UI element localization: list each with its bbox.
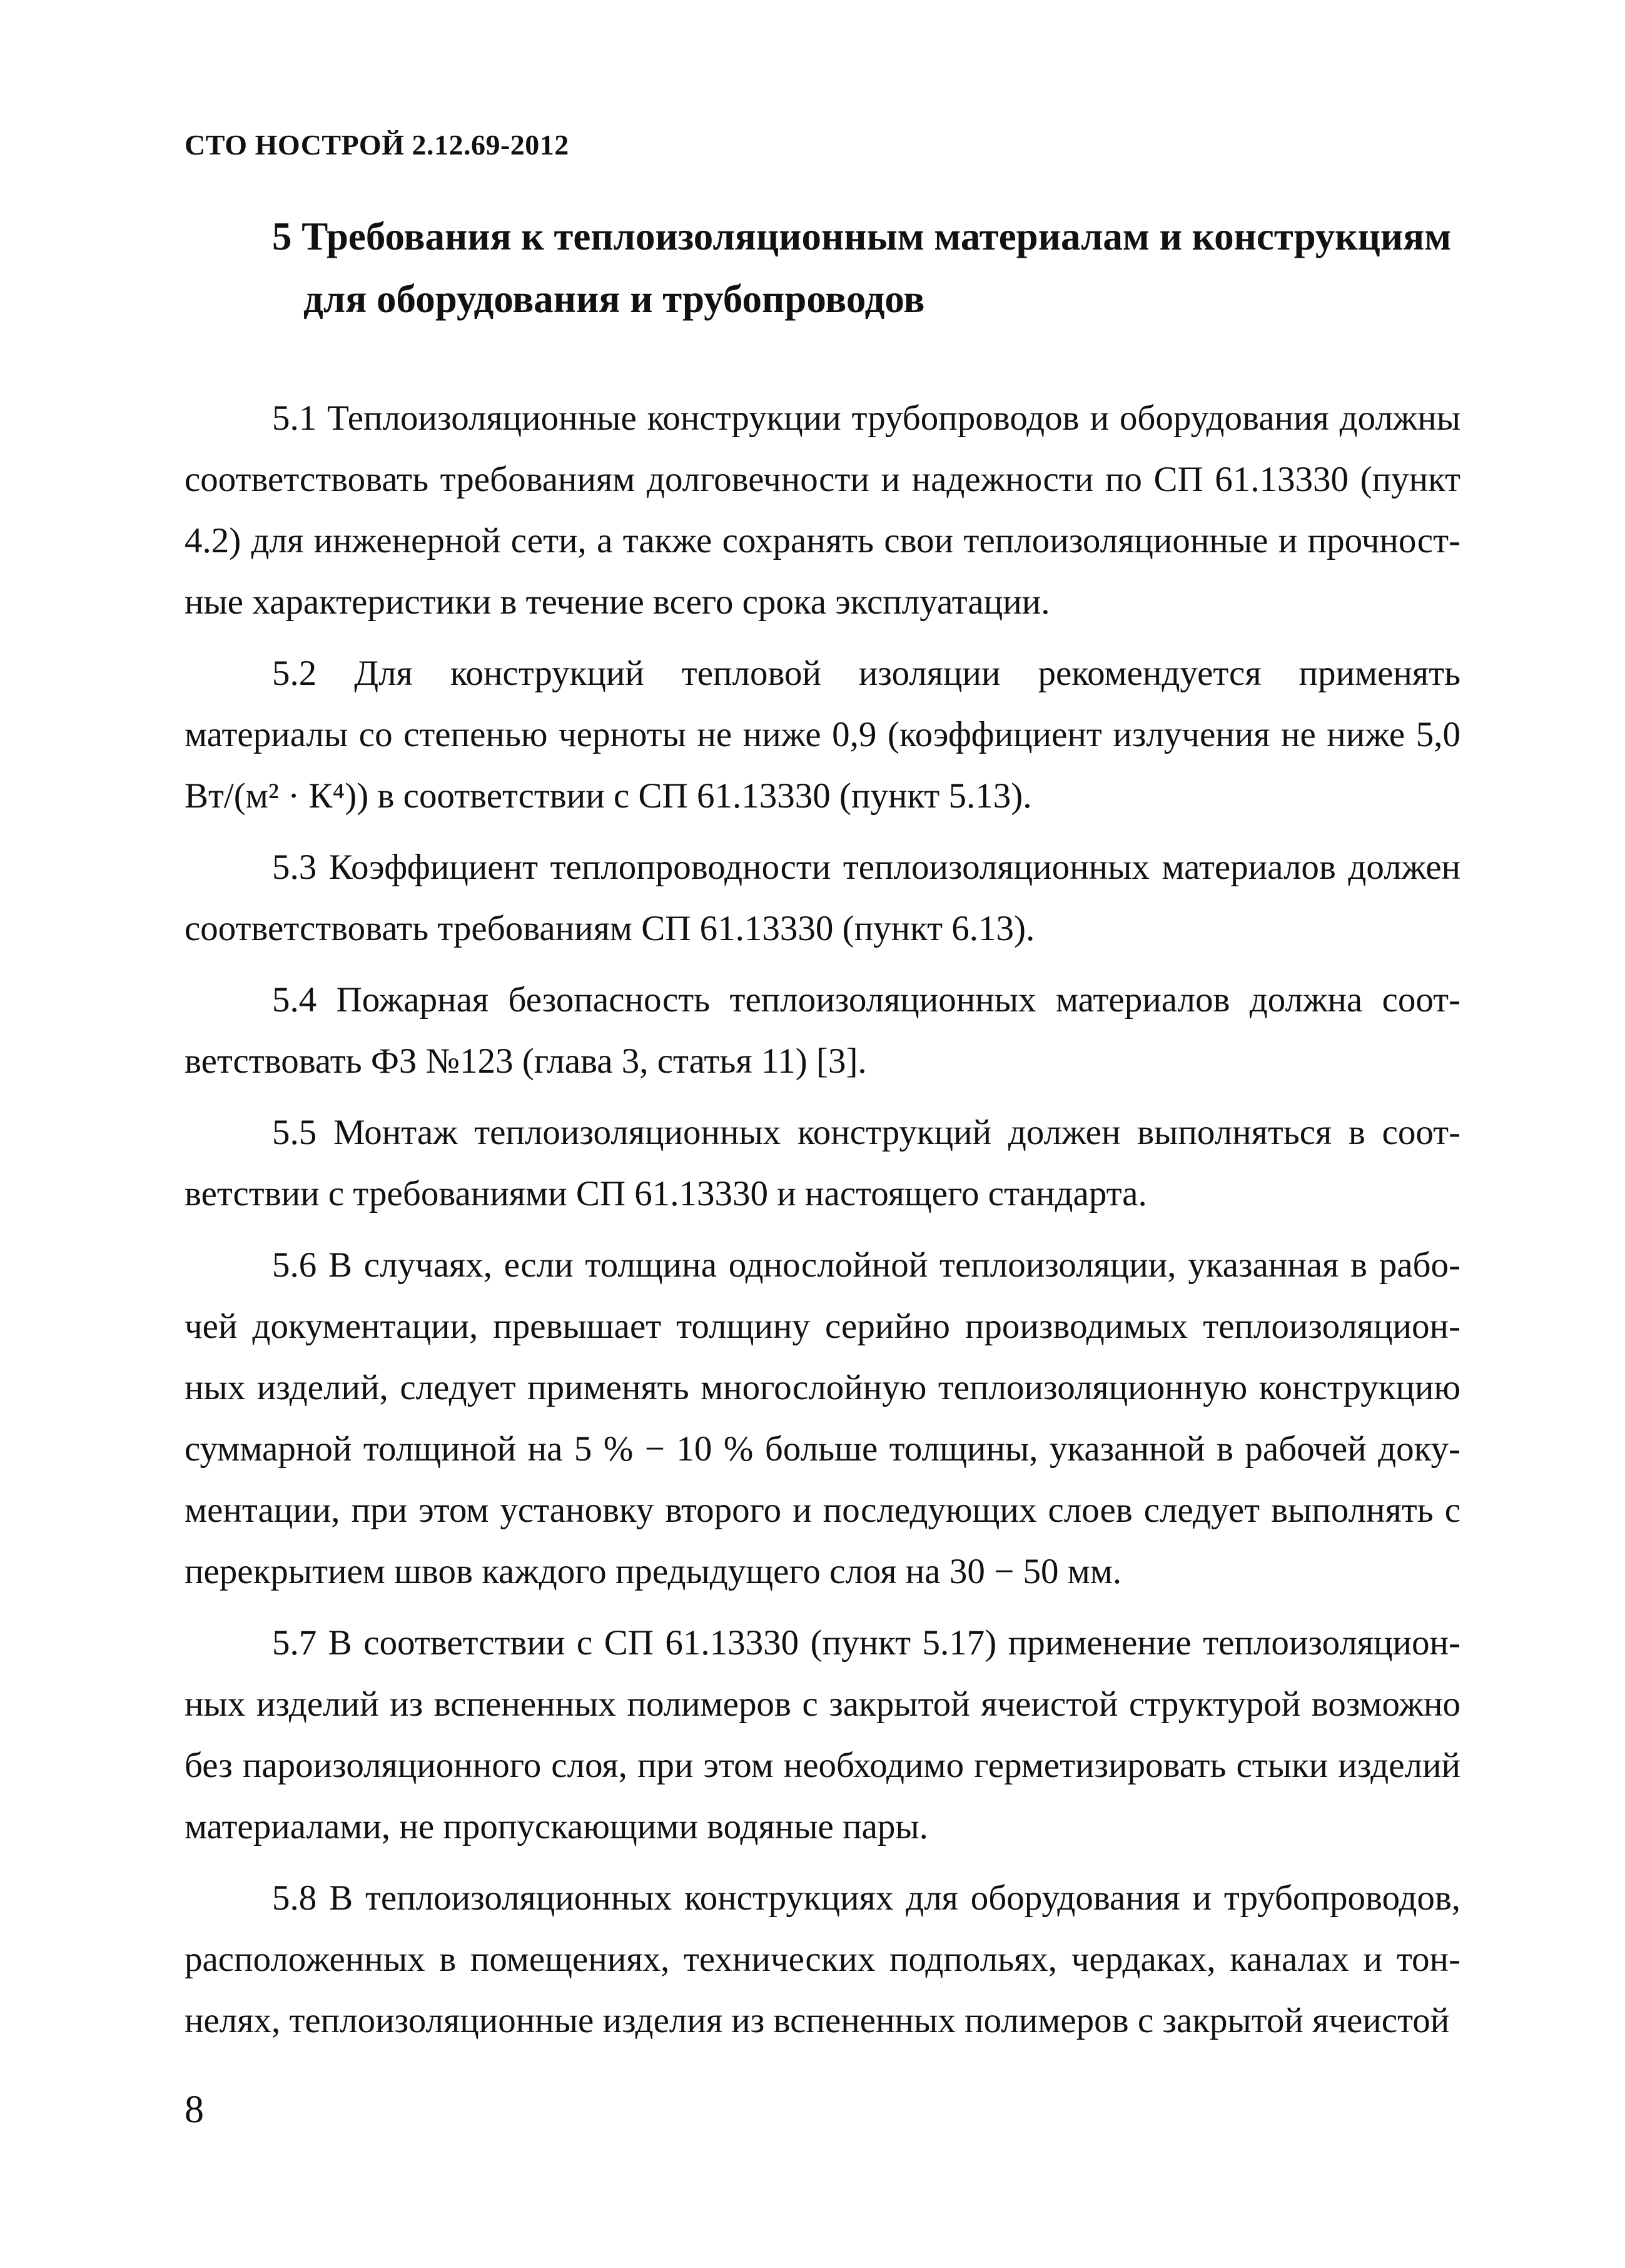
paragraph-5-2: 5.2 Для конструкций тепловой изоляции рекомендуется применять материалы со степенью черноты не ниже 0,9 (коэффициент излучения не ниже 5,0 Вт/(м² · К⁴)) в соответствии с СП 61.13330 (пункт 5.13). [185,654,1460,816]
body-text [185,388,1460,2062]
section-heading [272,205,1460,330]
paragraph-5-6: 5.6 В случаях, если толщина однослойной теплоизоляции, указанная в рабочей документации, превышает толщину серийно производимых теплоизоляционных изделий, следует применять многослойную теплоизоляционную конструкцию суммарной толщиной на 5 % − 10 % больше толщины, указанной в рабочей документации, при этом установку второго и последующих слоев следует выполнять с перекрытием швов каждого предыдущего слоя на 30 − 50 мм. [185,1245,1460,1591]
paragraph-5-7: 5.7 В соответствии с СП 61.13330 (пункт 5.17) применение теплоизоляционных изделий из вспененных полимеров с закрытой ячеистой структурой возможно без пароизоляционного слоя, при этом необходимо герметизировать стыки изделий материалами, не пропускающими водяные пары. [185,1623,1460,1846]
document-header: СТО НОСТРОЙ 2.12.69-2012 [185,129,569,161]
page-number: 8 [185,2088,204,2131]
paragraph-5-5: 5.5 Монтаж теплоизоляционных конструкций должен выполняться в соответствии с требованиями СП 61.13330 и настоящего стандарта. [185,1113,1460,1213]
paragraph-5-1: 5.1 Теплоизоляционные конструкции трубопроводов и оборудования должны соответствовать требованиям долговечности и надежности по СП 61.13330 (пункт 4.2) для инженерной сети, а также сохранять свои теплоизоляционные и прочностные характеристики в течение всего срока эксплуатации. [185,398,1460,622]
paragraph-5-8: 5.8 В теплоизоляционных конструкциях для оборудования и трубопроводов, расположенных в помещениях, технических подпольях, чердаках, каналах и тоннелях, теплоизоляционные изделия из вспененных полимеров с закрытой ячеистой [185,1878,1460,2040]
paragraph-5-4: 5.4 Пожарная безопасность теплоизоляционных материалов должна соответствовать ФЗ №123 (глава 3, статья 11) [3]. [185,980,1460,1081]
paragraph-5-3: 5.3 Коэффициент теплопроводности теплоизоляционных материалов должен соответствовать требованиям СП 61.13330 (пункт 6.13). [185,848,1460,948]
section-title-line-2: для оборудования и трубопроводов [303,277,925,321]
section-title-line-1: 5 Требования к теплоизоляционным материалам и конструкциям [272,215,1452,258]
